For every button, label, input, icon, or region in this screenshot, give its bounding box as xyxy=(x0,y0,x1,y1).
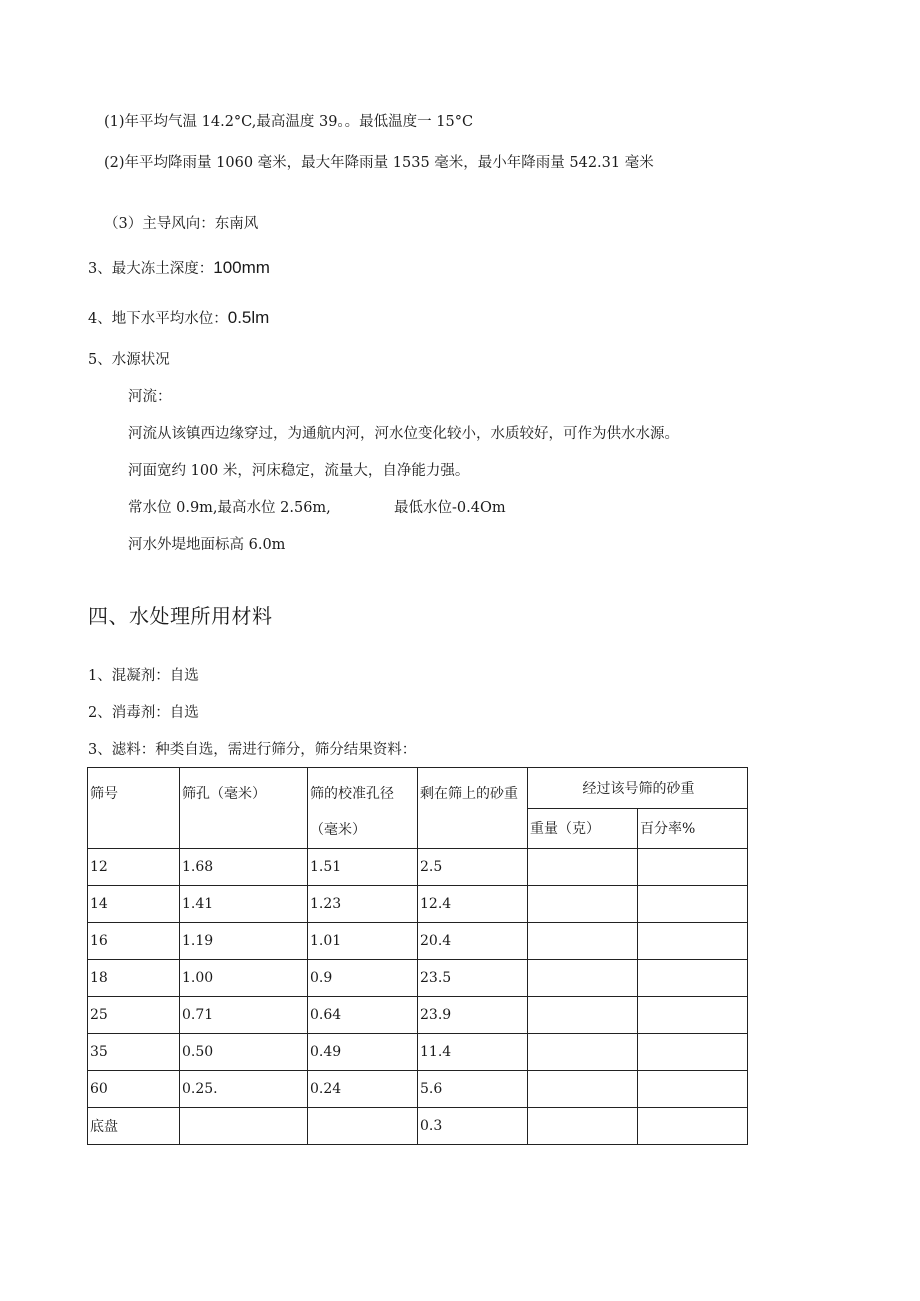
river-desc-2: 河面宽约 100 米，河床稳定，流量大，自净能力强。 xyxy=(128,463,470,479)
cell-sieve-no: 25 xyxy=(88,997,180,1034)
table-row xyxy=(88,1108,748,1145)
cell-aperture: 0.50 xyxy=(180,1034,308,1071)
climate-rainfall: (2)年平均降雨量 1060 毫米，最大年降雨量 1535 毫米，最小年降雨量 542.31 毫米 xyxy=(104,155,654,171)
table-row xyxy=(88,997,748,1034)
cell-calibrated: 0.49 xyxy=(308,1034,418,1071)
river-dike-elevation: 河水外堤地面标高 6.0m xyxy=(128,537,286,553)
groundwater-label: 4、地下水平均水位： xyxy=(88,311,228,327)
groundwater-level xyxy=(88,308,269,329)
cell-sieve-no: 16 xyxy=(88,923,180,960)
cell-calibrated: 1.01 xyxy=(308,923,418,960)
cell-weight xyxy=(528,849,638,886)
cell-aperture: 1.68 xyxy=(180,849,308,886)
cell-aperture: 1.41 xyxy=(180,886,308,923)
river-label: 河流： xyxy=(128,389,172,405)
table-header-row xyxy=(88,768,748,809)
frost-depth xyxy=(88,258,270,279)
header-retained-weight: 剩在筛上的砂重 xyxy=(418,768,528,849)
cell-calibrated: 1.23 xyxy=(308,886,418,923)
cell-percent xyxy=(638,923,748,960)
cell-sieve-no: 35 xyxy=(88,1034,180,1071)
cell-calibrated: 0.9 xyxy=(308,960,418,997)
cell-calibrated xyxy=(308,1108,418,1145)
table-row xyxy=(88,1071,748,1108)
sieve-table xyxy=(87,767,748,1145)
material-coagulant: 1、混凝剂：自选 xyxy=(88,668,199,684)
cell-calibrated: 1.51 xyxy=(308,849,418,886)
cell-weight xyxy=(528,923,638,960)
climate-wind: （3）主导风向：东南风 xyxy=(104,216,259,232)
cell-aperture: 0.71 xyxy=(180,997,308,1034)
river-levels-a: 常水位 0.9m,最高水位 2.56m, xyxy=(128,500,331,516)
cell-sieve-no: 14 xyxy=(88,886,180,923)
section-heading: 四、水处理所用材料 xyxy=(88,604,273,628)
cell-percent xyxy=(638,1071,748,1108)
cell-retained: 11.4 xyxy=(418,1034,528,1071)
cell-percent xyxy=(638,960,748,997)
cell-weight xyxy=(528,960,638,997)
river-levels-b: 最低水位-0.4Om xyxy=(394,500,506,516)
table-row xyxy=(88,960,748,997)
header-passed-weight: 经过该号筛的砂重 xyxy=(528,768,748,809)
cell-sieve-no: 18 xyxy=(88,960,180,997)
material-disinfectant: 2、消毒剂：自选 xyxy=(88,705,199,721)
cell-calibrated: 0.64 xyxy=(308,997,418,1034)
header-calibrated-aperture: 筛的校准孔径（毫米） xyxy=(308,768,418,849)
cell-retained: 12.4 xyxy=(418,886,528,923)
cell-percent xyxy=(638,1034,748,1071)
cell-weight xyxy=(528,886,638,923)
frost-depth-label: 3、最大冻土深度： xyxy=(88,261,214,277)
cell-retained: 23.5 xyxy=(418,960,528,997)
table-row xyxy=(88,1034,748,1071)
cell-sieve-no: 60 xyxy=(88,1071,180,1108)
cell-percent xyxy=(638,997,748,1034)
cell-aperture: 1.00 xyxy=(180,960,308,997)
cell-aperture: 0.25. xyxy=(180,1071,308,1108)
cell-retained: 0.3 xyxy=(418,1108,528,1145)
cell-percent xyxy=(638,849,748,886)
header-weight-grams: 重量（克） xyxy=(528,808,638,849)
groundwater-value: 0.5lm xyxy=(227,308,270,327)
table-row xyxy=(88,923,748,960)
cell-weight xyxy=(528,1071,638,1108)
cell-weight xyxy=(528,1108,638,1145)
cell-retained: 23.9 xyxy=(418,997,528,1034)
cell-sieve-no: 底盘 xyxy=(88,1108,180,1145)
cell-weight xyxy=(528,1034,638,1071)
cell-aperture: 1.19 xyxy=(180,923,308,960)
cell-calibrated: 0.24 xyxy=(308,1071,418,1108)
cell-retained: 5.6 xyxy=(418,1071,528,1108)
cell-sieve-no: 12 xyxy=(88,849,180,886)
table-row xyxy=(88,849,748,886)
header-sieve-no: 筛号 xyxy=(88,768,180,849)
cell-aperture xyxy=(180,1108,308,1145)
cell-retained: 20.4 xyxy=(418,923,528,960)
table-row xyxy=(88,886,748,923)
frost-depth-value: 100mm xyxy=(213,258,270,277)
header-aperture: 筛孔（毫米） xyxy=(180,768,308,849)
climate-temperature: (1)年平均气温 14.2°C,最高温度 39。。最低温度一 15°C xyxy=(104,114,474,130)
cell-percent xyxy=(638,1108,748,1145)
river-desc-1: 河流从该镇西边缘穿过，为通航内河，河水位变化较小，水质较好，可作为供水水源。 xyxy=(128,426,679,442)
cell-retained: 2.5 xyxy=(418,849,528,886)
water-source-title: 5、水源状况 xyxy=(88,352,170,368)
material-filter: 3、滤料：种类自选，需进行筛分，筛分结果资料： xyxy=(88,742,417,758)
cell-weight xyxy=(528,997,638,1034)
header-percent: 百分率% xyxy=(638,808,748,849)
cell-percent xyxy=(638,886,748,923)
